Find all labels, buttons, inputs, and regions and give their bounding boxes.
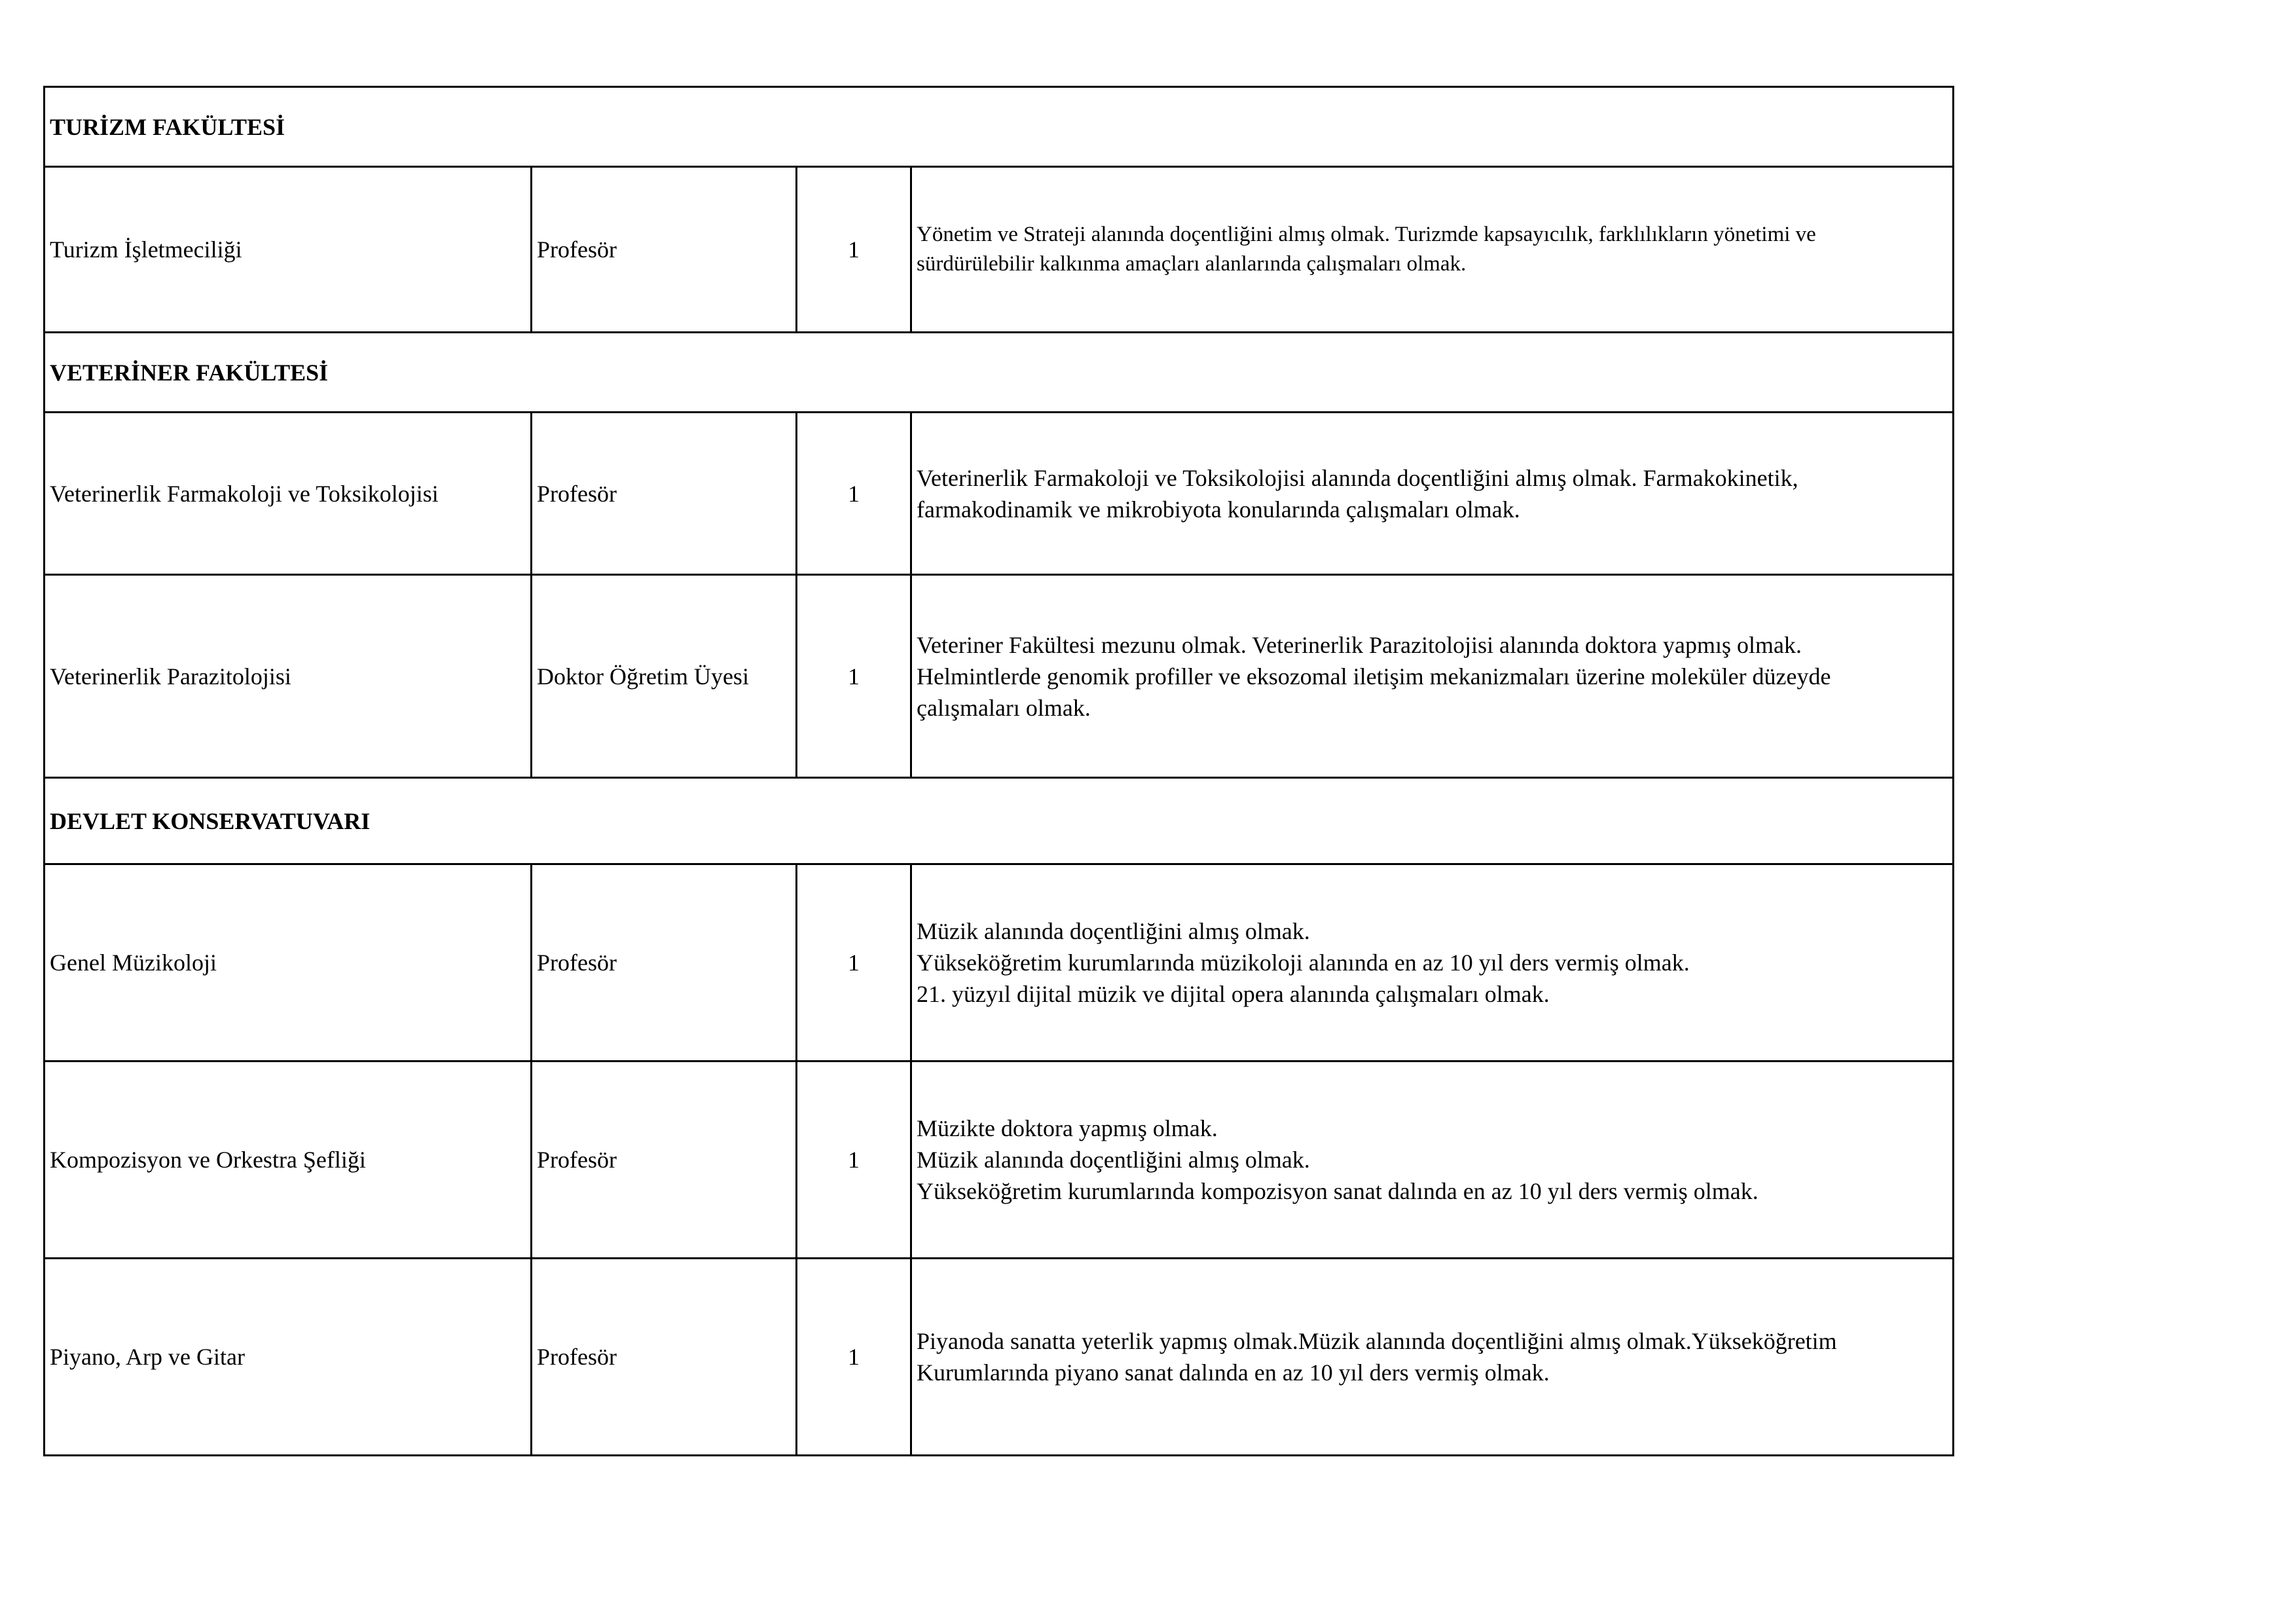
requirement-line: farmakodinamik ve mikrobiyota konularında çalışmaları olmak. xyxy=(917,496,1520,523)
section-header-row xyxy=(45,778,1954,864)
requirement-line: Müzikte doktora yapmış olmak. xyxy=(917,1115,1218,1141)
requirement-line: Müzik alanında doçentliğini almış olmak. xyxy=(917,918,1310,944)
department-cell: Veterinerlik Farmakoloji ve Toksikolojisi xyxy=(45,413,532,575)
title-cell: Profesör xyxy=(532,1259,797,1456)
table-row xyxy=(45,864,1954,1061)
count-cell: 1 xyxy=(797,575,911,778)
count-cell: 1 xyxy=(797,864,911,1061)
table-row xyxy=(45,575,1954,778)
requirement-line: Yönetim ve Strateji alanında doçentliğini almış olmak. Turizmde kapsayıcılık, farklılıkların yönetimi ve xyxy=(917,223,1816,246)
department-cell: Kompozisyon ve Orkestra Şefliği xyxy=(45,1061,532,1259)
department-cell: Veterinerlik Parazitolojisi xyxy=(45,575,532,778)
count-cell: 1 xyxy=(797,1061,911,1259)
requirement-line: Kurumlarında piyano sanat dalında en az 10 yıl ders vermiş olmak. xyxy=(917,1359,1550,1386)
requirement-line: Yükseköğretim kurumlarında müzikoloji alanında en az 10 yıl ders vermiş olmak. xyxy=(917,950,1690,976)
title-cell: Profesör xyxy=(532,413,797,575)
section-title: VETERİNER FAKÜLTESİ xyxy=(45,333,1954,413)
count-cell: 1 xyxy=(797,1259,911,1456)
title-cell: Profesör xyxy=(532,167,797,333)
table-row xyxy=(45,1061,1954,1259)
department-cell: Turizm İşletmeciliği xyxy=(45,167,532,333)
table-row xyxy=(45,1259,1954,1456)
positions-table xyxy=(43,86,1954,1456)
department-cell: Genel Müzikoloji xyxy=(45,864,532,1061)
requirements-cell xyxy=(911,575,1954,778)
section-header-row xyxy=(45,333,1954,413)
requirement-line: 21. yüzyıl dijital müzik ve dijital opera alanında çalışmaları olmak. xyxy=(917,981,1550,1007)
count-cell: 1 xyxy=(797,167,911,333)
requirements-cell xyxy=(911,413,1954,575)
requirement-line: çalışmaları olmak. xyxy=(917,694,1091,721)
requirements-cell xyxy=(911,1259,1954,1456)
section-header-row xyxy=(45,87,1954,167)
requirement-line: Yükseköğretim kurumlarında kompozisyon sanat dalında en az 10 yıl ders vermiş olmak. xyxy=(917,1178,1758,1204)
requirements-cell xyxy=(911,167,1954,333)
requirements-cell xyxy=(911,1061,1954,1259)
requirement-line: Helmintlerde genomik profiller ve eksozomal iletişim mekanizmaları üzerine moleküler düzeyde xyxy=(917,663,1831,690)
title-cell: Profesör xyxy=(532,1061,797,1259)
requirements-cell xyxy=(911,864,1954,1061)
section-title: TURİZM FAKÜLTESİ xyxy=(45,87,1954,167)
section-title: DEVLET KONSERVATUVARI xyxy=(45,778,1954,864)
requirement-line: Veterinerlik Farmakoloji ve Toksikolojisi alanında doçentliğini almış olmak. Farmakokinetik, xyxy=(917,464,1798,491)
table-row xyxy=(45,413,1954,575)
requirement-line: sürdürülebilir kalkınma amaçları alanlarında çalışmaları olmak. xyxy=(917,252,1467,276)
requirement-line: Müzik alanında doçentliğini almış olmak. xyxy=(917,1147,1310,1173)
requirement-line: Veteriner Fakültesi mezunu olmak. Veterinerlik Parazitolojisi alanında doktora yapmış olmak. xyxy=(917,631,1802,658)
table-row xyxy=(45,167,1954,333)
title-cell: Doktor Öğretim Üyesi xyxy=(532,575,797,778)
department-cell: Piyano, Arp ve Gitar xyxy=(45,1259,532,1456)
requirement-line: Piyanoda sanatta yeterlik yapmış olmak.Müzik alanında doçentliğini almış olmak.Yükseköğretim xyxy=(917,1328,1837,1354)
title-cell: Profesör xyxy=(532,864,797,1061)
count-cell: 1 xyxy=(797,413,911,575)
